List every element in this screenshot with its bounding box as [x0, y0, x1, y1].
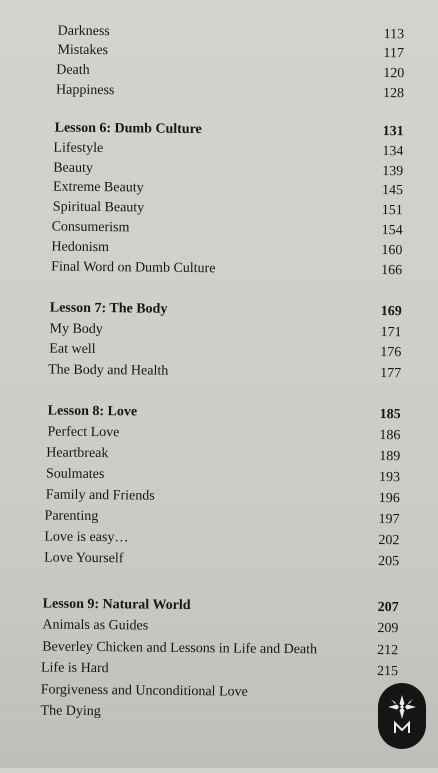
toc-entry [0, 615, 432, 640]
entry-title: Parenting [44, 508, 99, 525]
entry-title: Consumerism [51, 219, 130, 236]
entry-page: 196 [378, 490, 400, 507]
compass-star-icon [385, 693, 419, 739]
lesson-title: Lesson 6: Dumb Culture [54, 120, 202, 138]
entry-page: 154 [381, 223, 403, 239]
entry-title: Mistakes [57, 42, 109, 59]
entry-page: 176 [380, 345, 402, 361]
entry-page: 166 [381, 263, 403, 279]
entry-title: Love is easy… [44, 529, 129, 546]
lesson-title: Lesson 9: Natural World [42, 596, 191, 614]
entry-page: 160 [381, 243, 403, 259]
entry-title: Happiness [55, 82, 115, 99]
toc-entry [0, 701, 431, 726]
entry-title: Life is Hard [40, 660, 109, 677]
entry-title: The Body and Health [48, 362, 169, 379]
entry-title: Animals as Guides [42, 617, 149, 634]
entry-title: Eat well [49, 341, 96, 358]
entry-title: Perfect Love [47, 424, 120, 441]
entry-page: 205 [378, 553, 400, 570]
entry-page: 215 [376, 663, 399, 680]
entry-title: Hedonism [51, 239, 110, 256]
toc-entry [0, 257, 435, 282]
entry-page: 212 [377, 642, 399, 659]
entry-title: Death [56, 62, 90, 78]
entry-title: Extreme Beauty [52, 179, 144, 196]
entry-title: Soulmates [45, 466, 105, 483]
entry-title: Beauty [53, 160, 93, 176]
entry-page: 171 [380, 325, 402, 341]
toc-entry [0, 658, 431, 683]
entry-page: 151 [381, 203, 403, 219]
entry-page: 120 [383, 66, 405, 82]
toc-entry [0, 360, 434, 385]
entry-title: The Dying [40, 703, 101, 720]
entry-title: Lifestyle [53, 140, 104, 157]
entry-page: 197 [378, 511, 400, 528]
lesson-title: Lesson 8: Love [47, 403, 138, 420]
entry-page: 209 [377, 620, 399, 637]
lesson-page: 131 [382, 124, 404, 140]
entry-title: Heartbreak [46, 445, 109, 462]
entry-page: 145 [381, 183, 404, 199]
entry-page: 113 [383, 27, 405, 43]
entry-page: 189 [379, 448, 401, 465]
watermark-badge [378, 683, 426, 749]
lesson-page: 169 [380, 304, 402, 320]
lesson-title: Lesson 7: The Body [49, 300, 168, 317]
entry-title: My Body [49, 321, 103, 338]
entry-page: 128 [382, 86, 405, 102]
entry-title: Spiritual Beauty [52, 199, 145, 216]
entry-page: 177 [380, 366, 402, 382]
entry-title: Beverley Chicken and Lessons in Life and Death [42, 639, 318, 658]
entry-page: 202 [378, 532, 400, 549]
toc-entry [0, 80, 437, 105]
entry-title: Final Word on Dumb Culture [51, 259, 216, 277]
toc-entry [0, 548, 432, 573]
entry-page: 139 [382, 164, 404, 180]
lesson-page: 185 [379, 406, 401, 423]
entry-page: 117 [383, 46, 405, 62]
lesson-page: 207 [377, 599, 399, 616]
entry-page: 134 [382, 144, 404, 160]
entry-title: Family and Friends [45, 487, 155, 504]
entry-page: 193 [378, 469, 401, 486]
entry-title: Love Yourself [44, 550, 124, 567]
entry-page: 186 [379, 427, 401, 444]
entry-title: Forgiveness and Unconditional Love [40, 682, 248, 700]
entry-title: Darkness [57, 23, 110, 40]
